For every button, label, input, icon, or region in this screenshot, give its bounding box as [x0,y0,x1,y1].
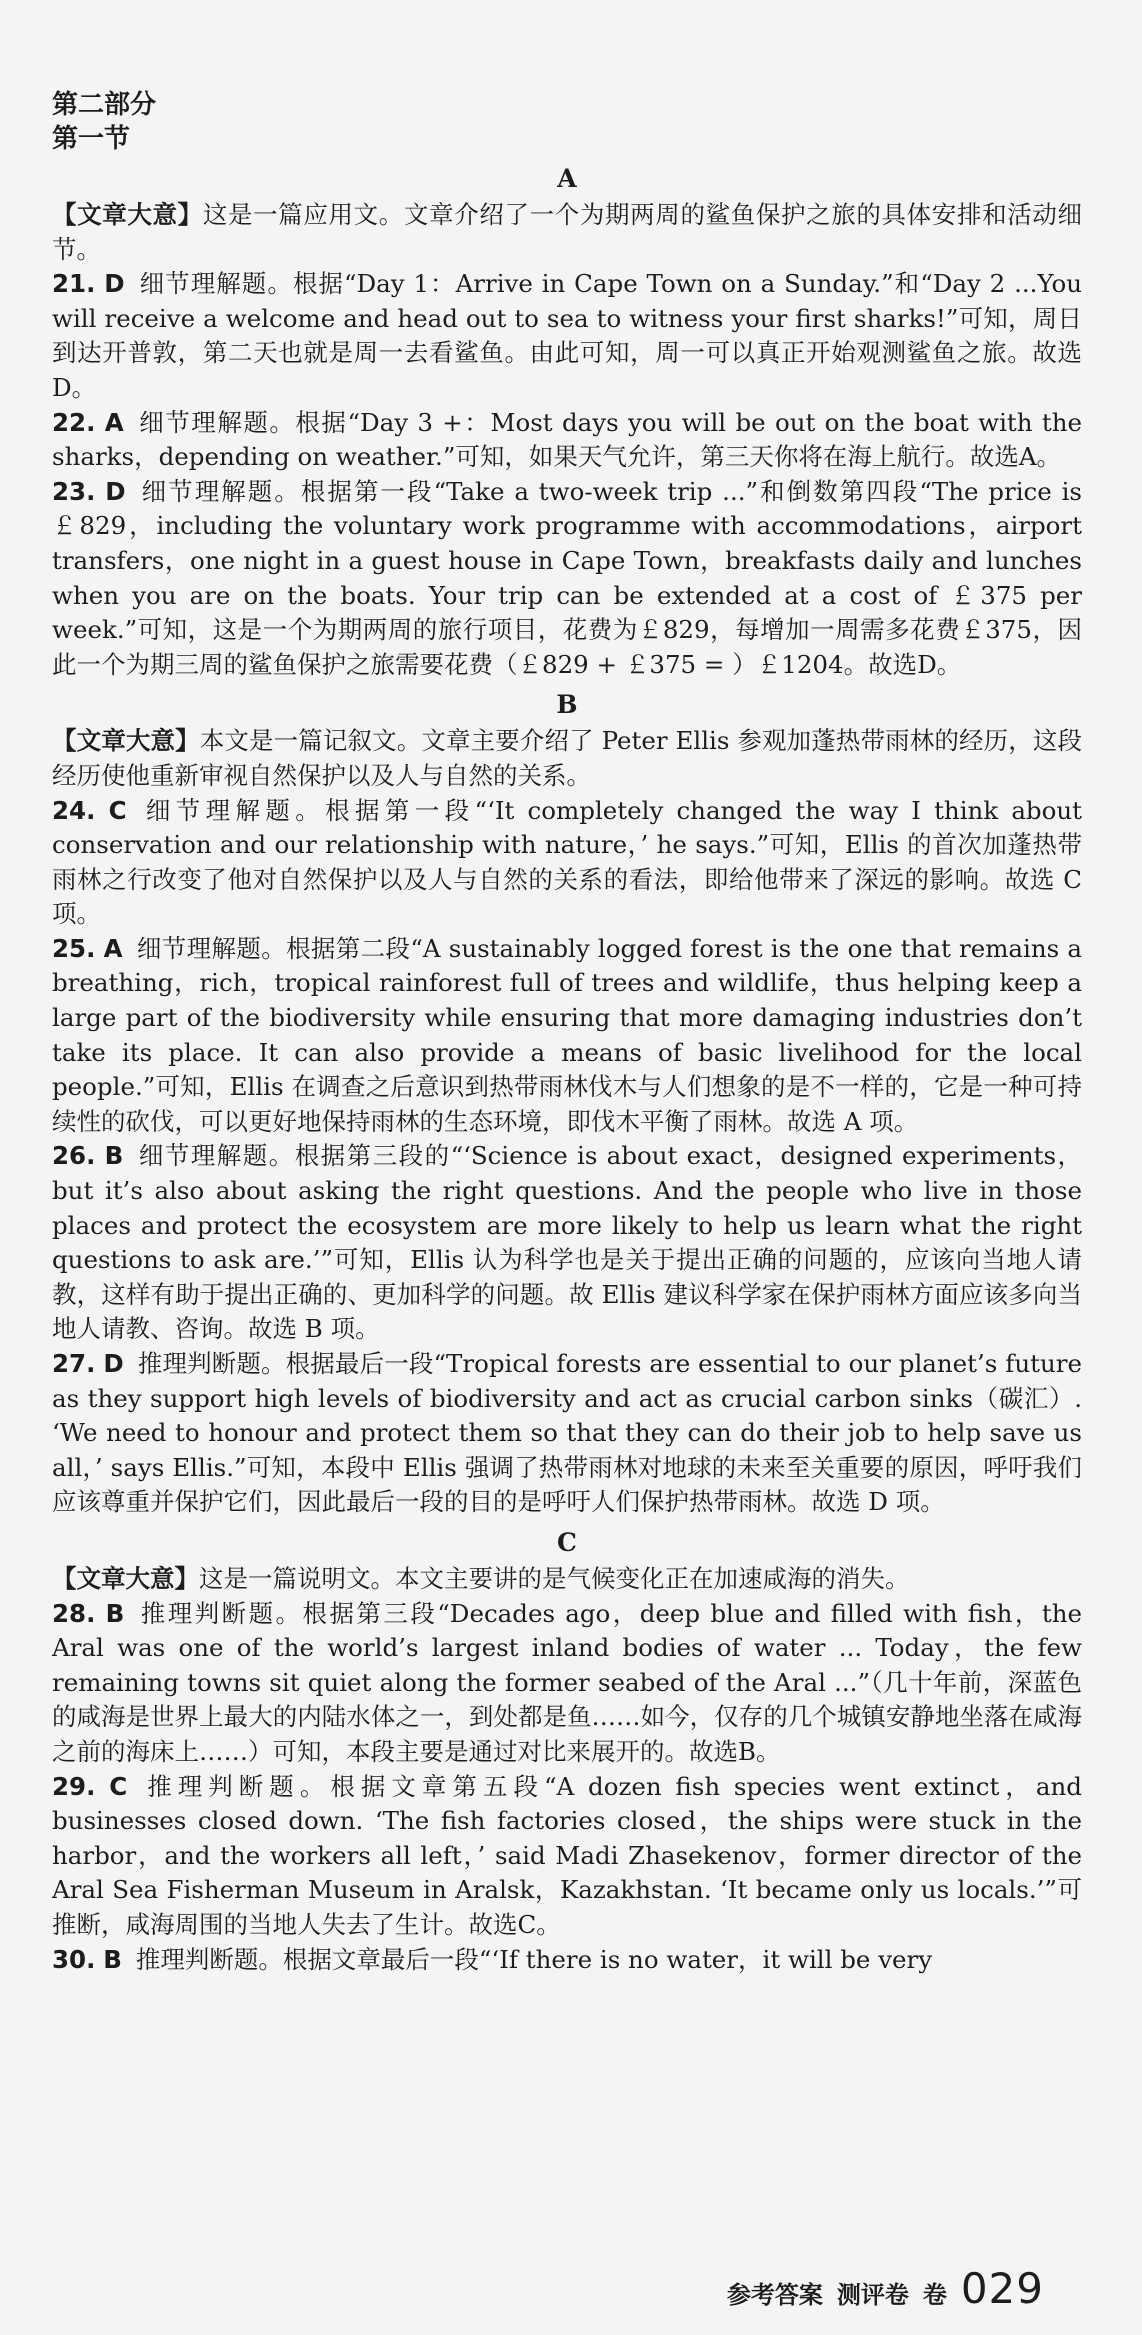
passage-section-a [52,162,1082,682]
answer-letter: C [108,795,127,825]
passage-section-c [52,1526,1082,1977]
question-number: 30. [52,1944,96,1974]
question-number: 25. [52,933,96,963]
page-number: 029 [960,2264,1044,2313]
question-number: 28. [52,1598,96,1628]
explanation-text: 细节理解题。根据“Day 1：Arrive in Cape Town on a Sunday.”和“Day 2 ...You will receive a welcome and head out to sea to witness your first sharks!”可知，周日到达开普敦，第二天也就是周一去看鲨鱼。由此可知，周一可以真正开始观测鲨鱼之旅。故选D。 [52,269,1083,402]
answer-item [52,932,1082,1140]
explanation-text: 推理判断题。根据文章最后一段“‘If there is no water，it will be very [135,1944,933,1974]
answer-letter: C [109,1771,128,1801]
answer-letter: B [103,1944,122,1974]
footer-volume: 卷 [922,2281,947,2309]
explanation-text: 细节理解题。根据第一段“‘It completely changed the way I think about conservation and our relationship with nature，’ he says.”可知，Ellis 的首次加蓬热带雨林之行改变了他对自然保护以及人与自然的关系的看法，即给他带来了深远的影响。故选 C 项。 [52,795,1082,929]
question-number: 27. [52,1349,96,1378]
answer-item [52,406,1082,475]
answer-letter: D [105,476,126,506]
passage-letter: C [557,1527,577,1557]
answer-letter: B [105,1598,125,1628]
summary-tag: 【文章大意】 [52,200,203,229]
answer-letter: B [104,1141,124,1171]
question-number: 21. [52,269,96,299]
answer-item [52,267,1082,405]
footer-series: 测评卷 [836,2281,909,2309]
page-footer [726,2264,1044,2313]
question-number: 29. [52,1771,96,1801]
question-number: 23. [52,476,96,506]
explanation-text: 细节理解题。根据“Day 3 +：Most days you will be out on the boat with the sharks，depending on weather.”可知，如果天气允许，第三天你将在海上航行。故选A。 [52,407,1082,472]
answer-item [52,1943,1082,1978]
passage-letter: A [557,164,577,193]
answer-item [52,475,1082,683]
part-title: 第二部分 [52,90,157,120]
passage-summary [52,1562,1082,1597]
answer-item [52,1347,1082,1520]
answer-item [52,1770,1082,1943]
explanation-text: 推理判断题。根据最后一段“Tropical forests are essential to our planet’s future as they support high levels of biodiversity and act as crucial carbon sinks（碳汇）. ‘We need to honour and protect them so that they can do their job to help save us all，’ says Ellis.”可知，本段中 Ellis 强调了热带雨林对地球的未来至关重要的原因，呼吁我们应该尊重并保护它们，因此最后一段的目的是呼吁人们保护热带雨林。故选 D 项。 [52,1349,1082,1517]
answer-item [52,1597,1082,1770]
summary-tag: 【文章大意】 [52,1563,199,1593]
answer-item [52,794,1082,932]
answer-letter: A [104,407,124,437]
section-title: 第一节 [52,124,131,154]
explanation-text: 细节理解题。根据第二段“A sustainably logged forest is the one that remains a breathing，rich，tropical rainforest full of trees and wildlife，thus helping keep a large part of the biodiversity while ensuring that more damaging industries don’t take its place. It can also provide a means of basic livelihood for the local people.”可知，Ellis 在调查之后意识到热带雨林伐木与人们想象的是不一样的，它是一种可持续性的砍伐，可以更好地保持雨林的生态环境，即伐木平衡了雨林。故选 A 项。 [52,933,1082,1136]
explanation-text: 细节理解题。根据第一段“Take a two-week trip ...”和倒数第四段“The price is ￡829，including the voluntary work programme with accommodations，airport transfers，one night in a guest house in Cape Town，breakfasts daily and lunches when you are on the boats. Your trip can be extended at a cost of ￡375 per week.”可知，这是一个为期两周的旅行项目，花费为￡829，每增加一周需多花费￡375，因此一个为期三周的鲨鱼保护之旅需要花费（￡829 + ￡375 = ）￡1204。故选D。 [52,476,1082,679]
answer-item [52,1139,1082,1347]
passage-section-b [52,688,1082,1520]
explanation-text: 推理判断题。根据第三段“Decades ago，deep blue and filled with fish，the Aral was one of the world’s largest inland bodies of water ... Today，the few remaining towns sit quiet along the former seabed of the Aral ...”（几十年前，深蓝色的咸海是世界上最大的内陆水体之一，到处都是鱼……如今，仅存的几个城镇安静地坐落在咸海之前的海床上……）可知，本段主要是通过对比来展开的。故选B。 [52,1598,1082,1766]
explanation-text: 推理判断题。根据文章第五段“A dozen fish species went extinct，and businesses closed down. ‘The fish factories closed，the ships were stuck in the harbor，and the workers all left，’ said Madi Zhasekenov，former director of the Aral Sea Fisherman Museum in Aralsk，Kazakhstan. ‘It became only us locals.’”可推断，咸海周围的当地人失去了生计。故选C。 [52,1771,1082,1939]
summary-text: 这是一篇说明文。本文主要讲的是气候变化正在加速咸海的消失。 [199,1563,910,1593]
answer-letter: D [103,1349,124,1378]
summary-tag: 【文章大意】 [52,726,200,756]
explanation-text: 细节理解题。根据第三段的“‘Science is about exact，designed experiments，but it’s also about asking the right questions. And the people who live in those places and protect the ecosystem are more likely to help us learn what the right questions to ask are.’”可知，Ellis 认为科学也是关于提出正确的问题的，应该向当地人请教，这样有助于提出正确的、更加科学的问题。故 Ellis 建议科学家在保护雨林方面应该多向当地人请教、咨询。故选 B 项。 [52,1141,1082,1344]
summary-text: 本文是一篇记叙文。文章主要介绍了 Peter Ellis 参观加蓬热带雨林的经历，这段经历使他重新审视自然保护以及人与自然的关系。 [52,726,1083,790]
question-number: 22. [52,407,96,437]
passage-summary [52,724,1082,793]
passage-summary [52,198,1082,267]
summary-text: 这是一篇应用文。文章介绍了一个为期两周的鲨鱼保护之旅的具体安排和活动细节。 [52,200,1082,264]
answer-letter: A [103,933,123,963]
question-number: 24. [52,795,96,825]
passage-letter: B [556,690,578,720]
question-number: 26. [52,1141,96,1171]
answer-letter: D [104,269,125,299]
footer-label: 参考答案 [726,2281,823,2309]
